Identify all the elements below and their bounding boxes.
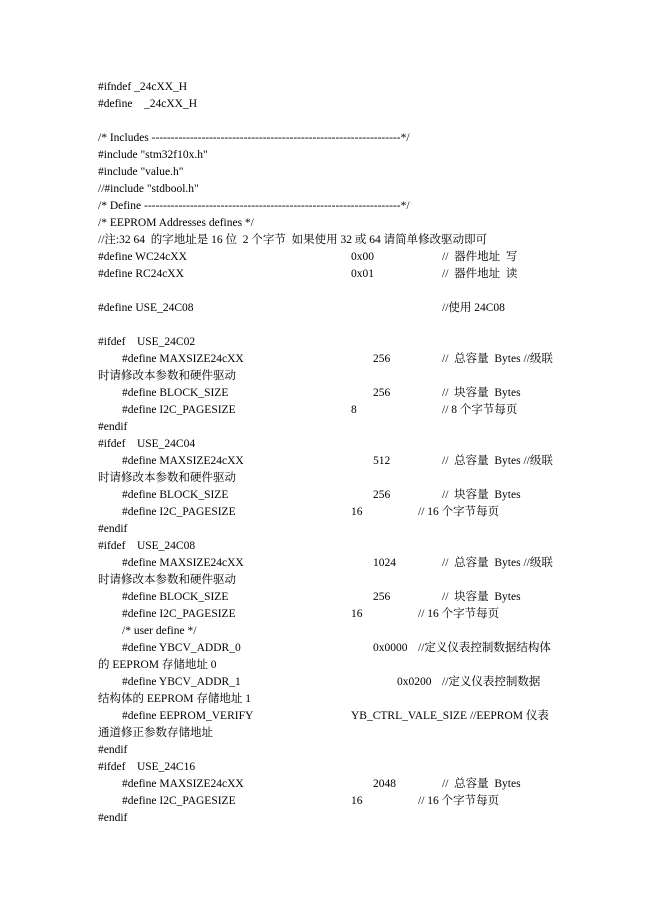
code-line: 通道修正参数存储地址 — [98, 727, 213, 739]
code-line: #ifdef USE_24C02 — [98, 336, 196, 348]
code-line: #define YBCV_ADDR_1 — [122, 676, 241, 688]
code-line: #endif — [98, 744, 128, 756]
code-value: 2048 — [373, 778, 396, 790]
code-line: #ifdef USE_24C16 — [98, 761, 196, 773]
code-line: #define MAXSIZE24cXX — [122, 557, 244, 569]
code-value: 0x01 — [351, 268, 374, 280]
code-line: #include "stm32f10x.h" — [98, 149, 208, 161]
code-value: YB_CTRL_VALE_SIZE //EEPROM 仪表 — [351, 710, 549, 722]
code-comment: //使用 24C08 — [442, 302, 505, 314]
code-comment: // 块容量 Bytes — [442, 489, 521, 501]
code-comment: //定义仪表控制数据 — [442, 676, 541, 688]
code-value: 0x0200 — [397, 676, 432, 688]
code-value: 256 — [373, 489, 391, 501]
code-comment: // 16 个字节每页 — [418, 608, 500, 620]
code-line: #define USE_24C08 — [98, 302, 194, 314]
code-comment: // 16 个字节每页 — [418, 506, 500, 518]
code-comment: // 器件地址 读 — [442, 268, 518, 280]
code-comment: // 总容量 Bytes //级联 — [442, 557, 553, 569]
code-line: #define MAXSIZE24cXX — [122, 353, 244, 365]
code-line: #endif — [98, 421, 128, 433]
code-line: #define _24cXX_H — [98, 98, 198, 110]
code-comment: // 块容量 Bytes — [442, 387, 521, 399]
code-line: #define BLOCK_SIZE — [122, 387, 229, 399]
code-line: #define BLOCK_SIZE — [122, 489, 229, 501]
code-value: 256 — [373, 591, 391, 603]
code-comment: // 16 个字节每页 — [418, 795, 500, 807]
code-line: #define RC24cXX — [98, 268, 184, 280]
code-value: 16 — [351, 608, 363, 620]
code-line: #ifndef _24cXX_H — [98, 81, 188, 93]
code-line: #endif — [98, 812, 128, 824]
code-comment: // 8 个字节每页 — [442, 404, 518, 416]
code-line: 结构体的 EEPROM 存储地址 1 — [98, 693, 252, 705]
code-line: /* EEPROM Addresses defines */ — [98, 217, 254, 229]
code-value: 16 — [351, 795, 363, 807]
code-line: #include "value.h" — [98, 166, 184, 178]
code-comment: // 总容量 Bytes //级联 — [442, 353, 553, 365]
code-line: //#include "stdbool.h" — [98, 183, 199, 195]
code-line: #define MAXSIZE24cXX — [122, 778, 244, 790]
code-line: /* user define */ — [122, 625, 197, 637]
code-line: 时请修改本参数和硬件驱动 — [98, 370, 236, 382]
code-line: #define EEPROM_VERIFY — [122, 710, 254, 722]
code-line: #define WC24cXX — [98, 251, 187, 263]
code-line: #define MAXSIZE24cXX — [122, 455, 244, 467]
code-line: #define YBCV_ADDR_0 — [122, 642, 241, 654]
code-value: 16 — [351, 506, 363, 518]
code-line: #define BLOCK_SIZE — [122, 591, 229, 603]
code-value: 256 — [373, 387, 391, 399]
code-line: #define I2C_PAGESIZE — [122, 608, 236, 620]
code-line: #define I2C_PAGESIZE — [122, 795, 236, 807]
code-line: /* Includes -----------------------------------------------------------------*/ — [98, 132, 410, 144]
code-value: 8 — [351, 404, 357, 416]
code-comment: // 块容量 Bytes — [442, 591, 521, 603]
code-comment: // 总容量 Bytes — [442, 778, 521, 790]
code-value: 256 — [373, 353, 391, 365]
code-value: 1024 — [373, 557, 396, 569]
code-line: 时请修改本参数和硬件驱动 — [98, 472, 236, 484]
code-line: #ifdef USE_24C08 — [98, 540, 196, 552]
code-value: 512 — [373, 455, 391, 467]
code-value: 0x00 — [351, 251, 374, 263]
code-comment: //定义仪表控制数据结构体 — [418, 642, 551, 654]
code-value: 0x0000 — [373, 642, 408, 654]
code-comment: // 总容量 Bytes //级联 — [442, 455, 553, 467]
code-comment: // 器件地址 写 — [442, 251, 518, 263]
code-line: 的 EEPROM 存储地址 0 — [98, 659, 217, 671]
code-line: /* Define -------------------------------------------------------------------*/ — [98, 200, 410, 212]
code-line: #define I2C_PAGESIZE — [122, 506, 236, 518]
code-line: 时请修改本参数和硬件驱动 — [98, 574, 236, 586]
code-line: #endif — [98, 523, 128, 535]
code-line: #define I2C_PAGESIZE — [122, 404, 236, 416]
code-line: //注:32 64 的字地址是 16 位 2 个字节 如果使用 32 或 64 请简单修改驱动即可 — [98, 234, 488, 246]
code-line: #ifdef USE_24C04 — [98, 438, 196, 450]
